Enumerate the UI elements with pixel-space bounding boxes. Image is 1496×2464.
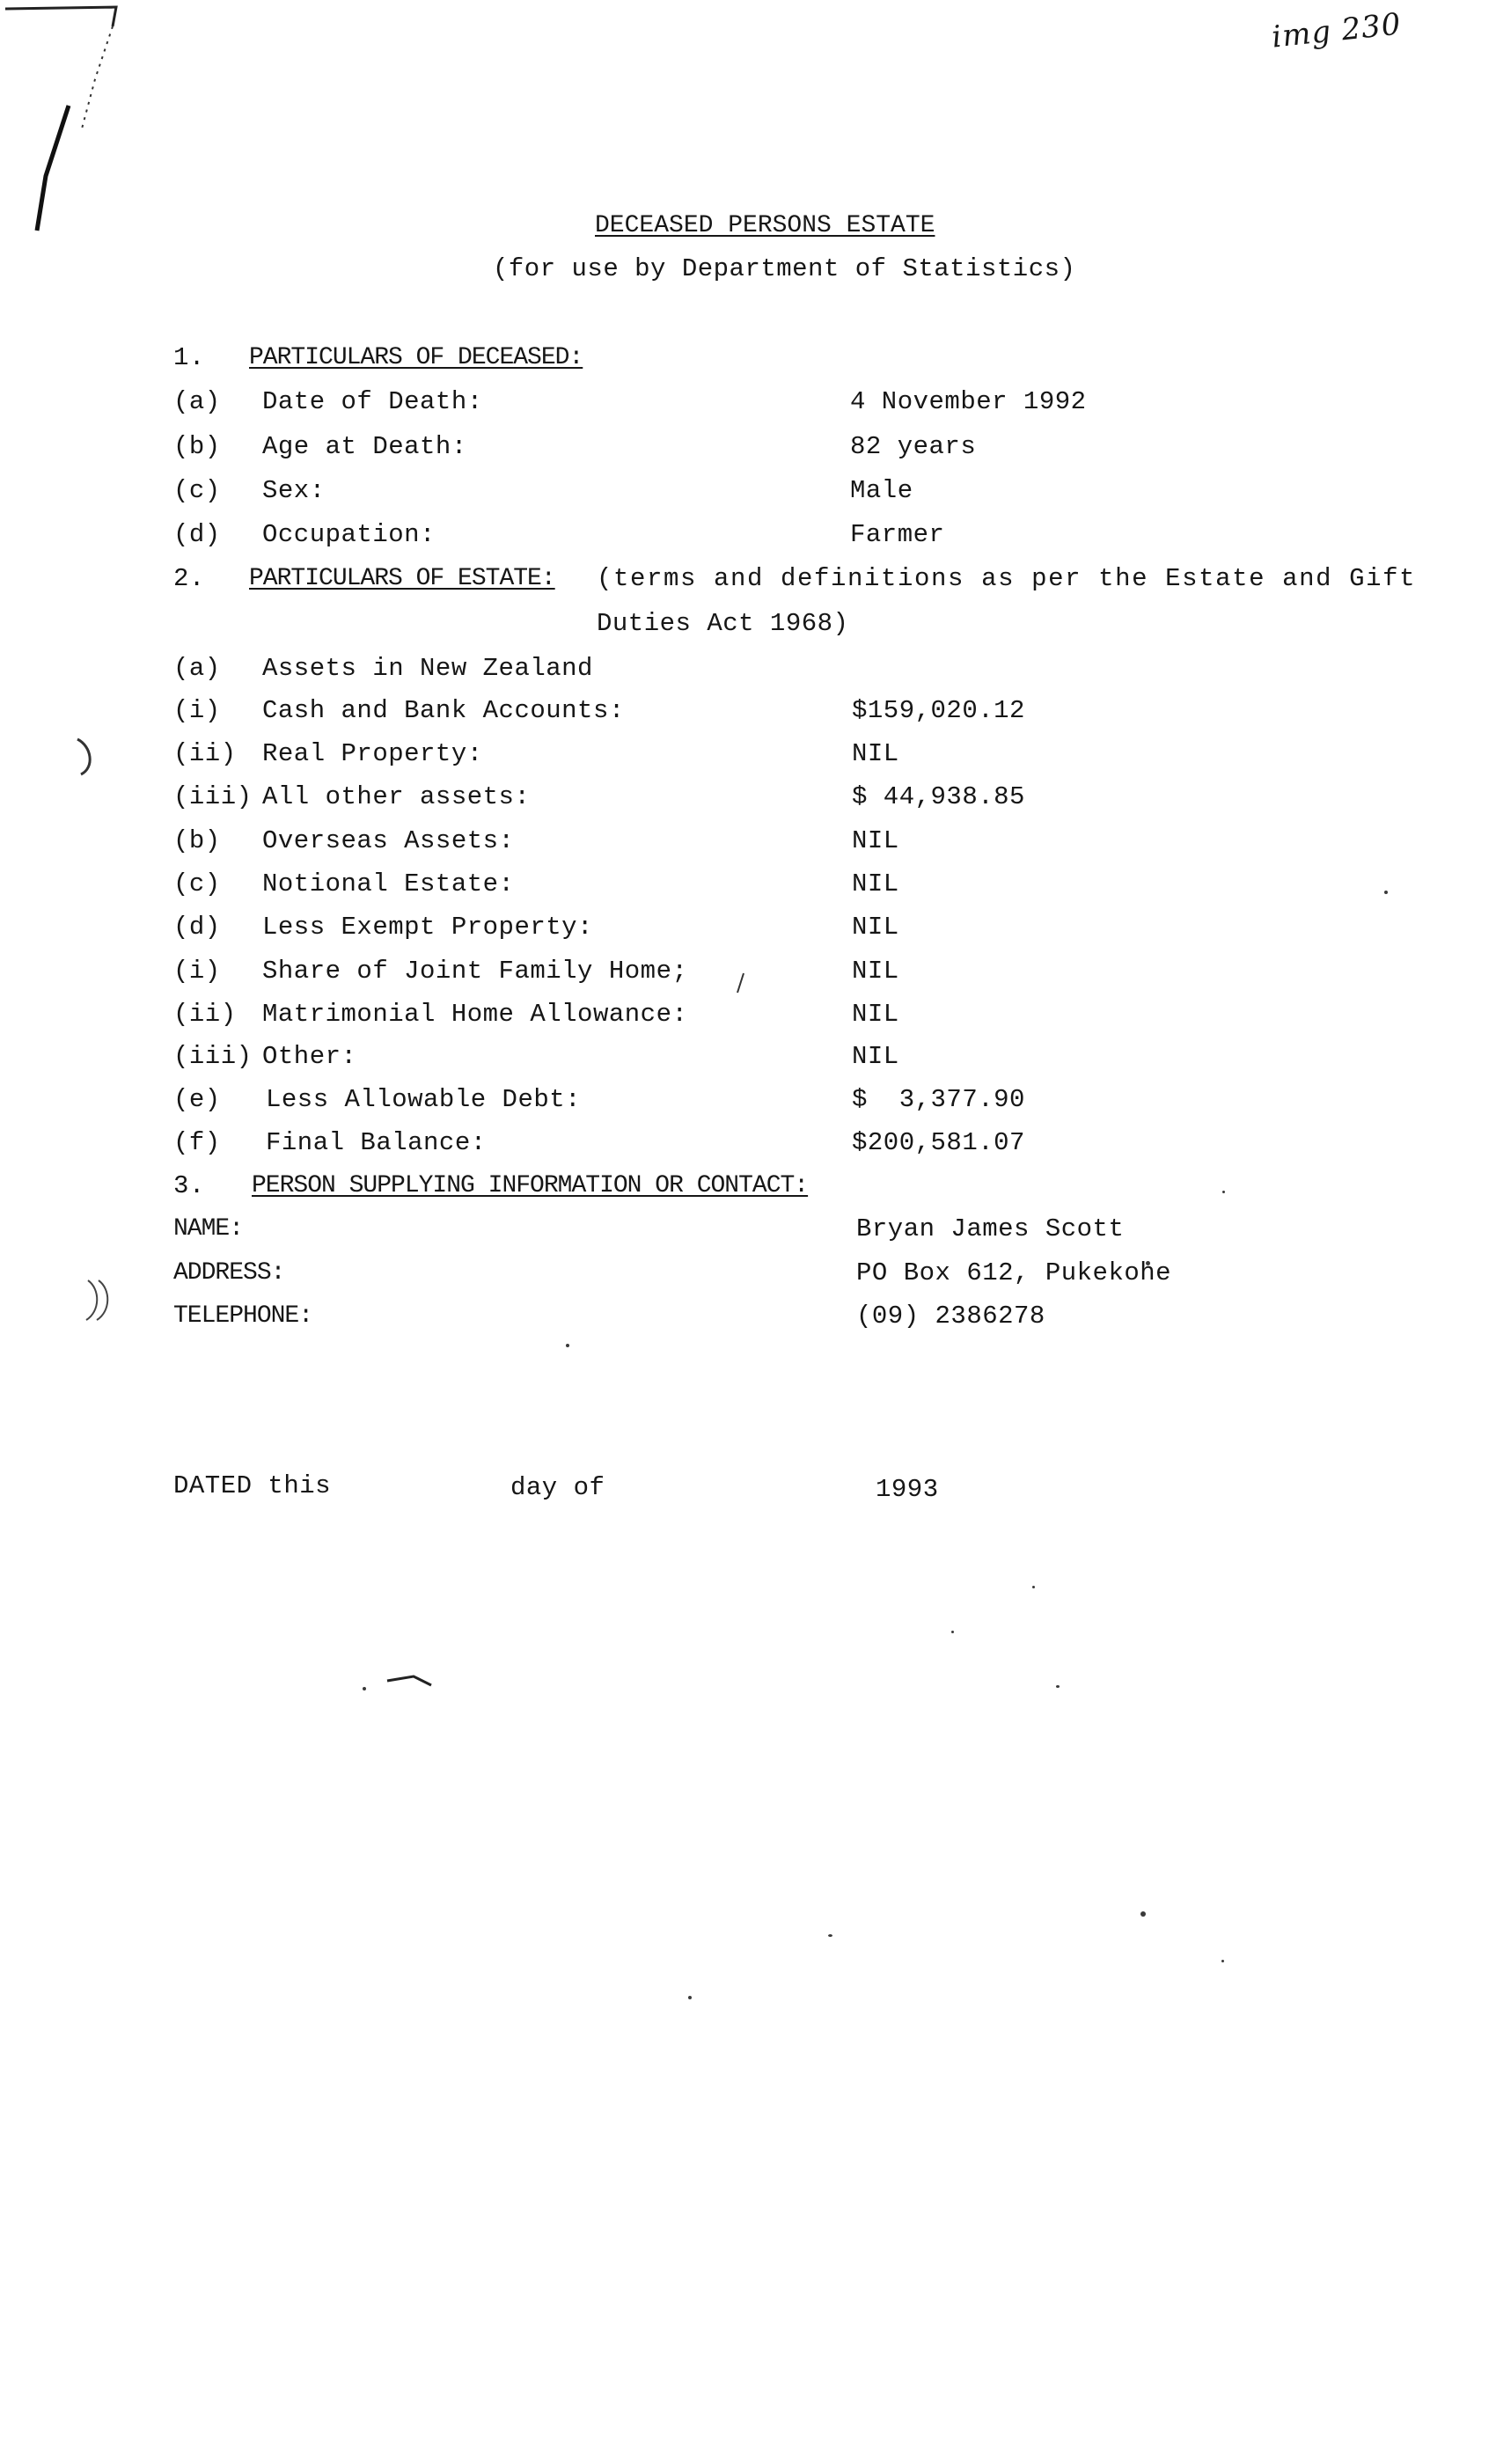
- section2-row-id: (f): [173, 1128, 221, 1157]
- section2-row-label: Other:: [262, 1042, 357, 1071]
- speck: [1221, 1960, 1224, 1962]
- section2-row-value: $ 44,938.85: [852, 782, 1025, 811]
- section2-row-id: (a): [173, 654, 221, 683]
- section2-row-id: (d): [173, 913, 221, 942]
- document-title: DECEASED PERSONS ESTATE: [595, 212, 935, 239]
- section1-row-id: (a): [173, 387, 221, 416]
- speck: [1032, 1586, 1035, 1588]
- section1-row-label: Age at Death:: [262, 432, 467, 461]
- section2-row-label: Matrimonial Home Allowance:: [262, 1000, 688, 1029]
- section2-row-value: NIL: [852, 869, 899, 898]
- speck: [828, 1934, 832, 1937]
- section2-row-id: (ii): [173, 739, 237, 768]
- speck: [1384, 891, 1388, 894]
- section1-row-value: Farmer: [850, 520, 945, 549]
- section1-row-label: Date of Death:: [262, 387, 483, 416]
- address-label: ADDRESS:: [173, 1259, 285, 1287]
- section2-row-value: $200,581.07: [852, 1128, 1025, 1157]
- section2-note-line1: (terms and definitions as per the Estate and Gift: [597, 564, 1417, 593]
- name-value: Bryan James Scott: [856, 1214, 1125, 1243]
- speck: [688, 1996, 692, 1999]
- section1-row-id: (b): [173, 432, 221, 461]
- telephone-label: TELEPHONE:: [173, 1302, 313, 1330]
- section2-row-value: NIL: [852, 1000, 899, 1029]
- section2-row-label: Cash and Bank Accounts:: [262, 696, 625, 725]
- section2-row-label: Notional Estate:: [262, 869, 515, 898]
- section2-row-label: Overseas Assets:: [262, 826, 515, 855]
- section2-row-id: (c): [173, 869, 221, 898]
- speck: [1140, 1911, 1146, 1917]
- speck: [951, 1631, 954, 1633]
- section2-row-value: NIL: [852, 1042, 899, 1071]
- section1-row-id: (c): [173, 476, 221, 505]
- section2-row-value: NIL: [852, 826, 899, 855]
- speck: [1056, 1685, 1060, 1688]
- section3-heading: PERSON SUPPLYING INFORMATION OR CONTACT:: [252, 1172, 809, 1199]
- section1-number: 1.: [173, 343, 205, 372]
- section2-row-id: (ii): [173, 1000, 237, 1029]
- section2-row-label: Less Allowable Debt:: [266, 1085, 582, 1114]
- section2-row-label: Less Exempt Property:: [262, 913, 593, 942]
- section1-row-label: Sex:: [262, 476, 326, 505]
- section2-row-label: All other assets:: [262, 782, 531, 811]
- section2-row-id: (e): [173, 1085, 221, 1114]
- dated-prefix: DATED this: [173, 1471, 332, 1500]
- dated-day-of: day of: [510, 1473, 605, 1502]
- section2-note-line2: Duties Act 1968): [597, 609, 849, 638]
- section2-row-id: (i): [173, 696, 221, 725]
- section2-heading: PARTICULARS OF ESTATE:: [249, 565, 555, 592]
- section2-row-id: (iii): [173, 782, 253, 811]
- section2-row-label: Assets in New Zealand: [262, 654, 593, 683]
- section1-heading: PARTICULARS OF DECEASED:: [249, 344, 583, 371]
- speck: [566, 1344, 569, 1347]
- document-subtitle: (for use by Department of Statistics): [493, 254, 1076, 283]
- section1-row-value: 4 November 1992: [850, 387, 1087, 416]
- speck: [363, 1687, 366, 1690]
- name-label: NAME:: [173, 1215, 244, 1243]
- section2-row-id: (iii): [173, 1042, 253, 1071]
- telephone-value: (09) 2386278: [856, 1302, 1045, 1331]
- section2-row-label: Final Balance:: [266, 1128, 487, 1157]
- section2-row-label: Share of Joint Family Home;: [262, 957, 688, 986]
- section2-row-id: (b): [173, 826, 221, 855]
- section1-row-value: 82 years: [850, 432, 977, 461]
- section2-row-value: NIL: [852, 913, 899, 942]
- section1-row-label: Occupation:: [262, 520, 436, 549]
- section1-row-id: (d): [173, 520, 221, 549]
- section2-number: 2.: [173, 564, 205, 593]
- section1-row-value: Male: [850, 476, 913, 505]
- section2-row-id: (i): [173, 957, 221, 986]
- section2-row-value: $ 3,377.90: [852, 1085, 1025, 1114]
- section2-row-value: NIL: [852, 739, 899, 768]
- section2-row-label: Real Property:: [262, 739, 483, 768]
- section2-row-value: $159,020.12: [852, 696, 1025, 725]
- section2-row-value: NIL: [852, 957, 899, 986]
- section3-number: 3.: [173, 1171, 205, 1200]
- speck: [1222, 1191, 1225, 1193]
- dated-year: 1993: [876, 1475, 939, 1504]
- address-value: PO Box 612, Pukekohe: [856, 1258, 1172, 1287]
- handwritten-annotation: img 230: [1270, 6, 1404, 55]
